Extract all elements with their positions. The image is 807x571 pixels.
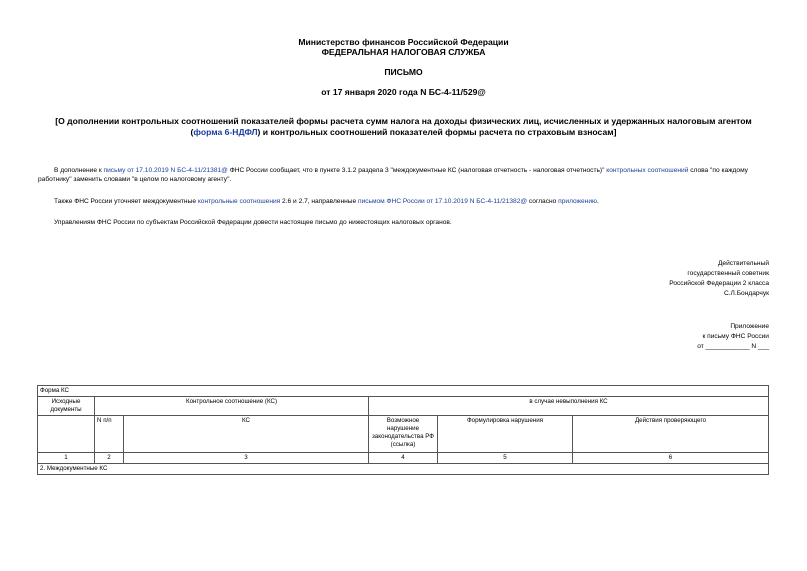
ks-header: Контрольное соотношение (КС) <box>95 397 369 416</box>
paragraph-1 <box>38 166 773 184</box>
signature-name: С.Л.Бондарчук <box>723 290 769 297</box>
table-row <box>38 397 769 416</box>
appendix-line-2: к письму ФНС России <box>702 333 769 340</box>
source-docs-header: Исходные документы <box>38 397 95 416</box>
col-number-2: 2 <box>95 453 124 464</box>
col-number-5: 5 <box>438 453 573 464</box>
empty-cell <box>38 416 95 453</box>
p2-text-a: Также ФНС России уточняет междокументные <box>54 198 198 205</box>
appendix-block <box>697 322 769 352</box>
col-number-6: 6 <box>573 453 769 464</box>
paragraph-2 <box>38 197 773 206</box>
signature-line-3: Российской Федерации 2 класса <box>669 280 769 287</box>
control-ratios-link[interactable]: контрольных соотношений <box>606 167 689 174</box>
ministry-name: Министерство финансов Российской Федерации <box>298 37 509 47</box>
table-row <box>38 464 769 475</box>
table-row <box>38 453 769 464</box>
ks-short-header: КС <box>124 416 369 453</box>
document-type: ПИСЬМО <box>384 67 423 77</box>
document-date-number: от 17 января 2020 года N БС-4-11/529@ <box>321 87 486 97</box>
paragraph-3: Управлениям ФНС России по субъектам Российской Федерации довести настоящее письмо до нижестоящих налоговых органов. <box>54 219 452 226</box>
appendix-line-1: Приложение <box>730 323 769 330</box>
form-6ndfl-link[interactable]: форма 6-НДФЛ <box>193 127 258 137</box>
col-number-4: 4 <box>369 453 438 464</box>
wording-header: Формулировка нарушения <box>438 416 573 453</box>
control-ratios-link-2[interactable]: контрольные соотношения <box>197 198 281 205</box>
num-header: N п/п <box>95 416 124 453</box>
p1-text-c: слова "по каждому работнику" заменить словами "в целом по налоговому агенту". <box>38 167 748 183</box>
p2-text-d: . <box>596 198 599 205</box>
letter-21381-link[interactable]: письму от 17.10.2019 N БС-4-11/21381@ <box>103 167 228 174</box>
p2-text-c: согласно <box>527 198 559 205</box>
signature-line-1: Действительный <box>717 260 769 267</box>
signature-block <box>669 259 769 299</box>
section-row: 2. Междокументные КС <box>38 464 769 475</box>
failure-header: в случае невыполнения КС <box>369 397 769 416</box>
appendix-line-3: от ____________ N ___ <box>697 343 769 350</box>
document-title <box>40 116 767 138</box>
appendix-link[interactable]: приложению <box>558 198 597 205</box>
letter-21382-link[interactable]: письмом ФНС России от 17.10.2019 N БС-4-11/21382@ <box>358 198 528 205</box>
p1-text-a: В дополнение к <box>54 167 104 174</box>
form-label-cell: Форма КС <box>38 386 769 397</box>
col-number-1: 1 <box>38 453 95 464</box>
actions-header: Действия проверяющего <box>573 416 769 453</box>
p2-text-b: 2.6 и 2.7, направленные <box>280 198 358 205</box>
title-part1: [О дополнении контрольных соотношений показателей формы расчета сумм налога на доходы физических лиц, исчисленных и удержанных налоговым агентом ( <box>55 116 752 137</box>
table-row <box>38 386 769 397</box>
signature-line-2: государственный советник <box>687 270 769 277</box>
title-part2: ) и контрольных соотношений показателей формы расчета по страховым взносам] <box>257 127 617 137</box>
violation-header: Возможное нарушение законодательства РФ (ссылка) <box>369 416 438 453</box>
ks-form-table <box>37 385 769 475</box>
p1-text-b: ФНС России сообщает, что в пункте 3.1.2 раздела 3 "междокументные КС (налоговая отчетность - налоговая отчетность)" <box>227 167 607 174</box>
table-row <box>38 416 769 453</box>
col-number-3: 3 <box>124 453 369 464</box>
service-name: ФЕДЕРАЛЬНАЯ НАЛОГОВАЯ СЛУЖБА <box>321 47 486 57</box>
